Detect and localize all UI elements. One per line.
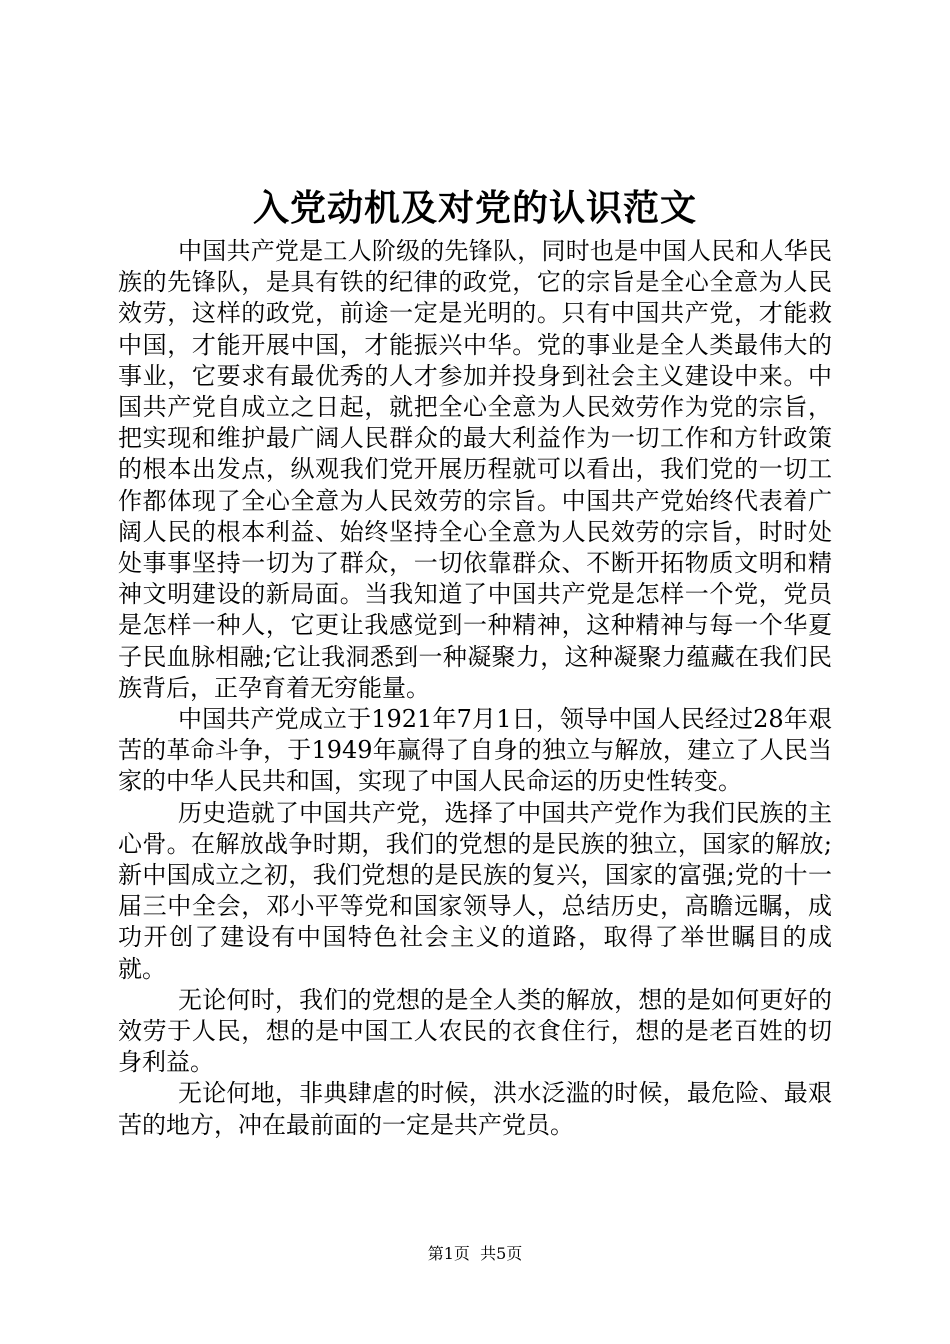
document-body	[118, 236, 832, 1141]
paragraph-5: 无论何地，非典肆虐的时候，洪水泛滥的时候，最危险、最艰苦的地方，冲在最前面的一定是共产党员。	[118, 1079, 832, 1139]
paragraph-2: 中国共产党成立于1921年7月1日，领导中国人民经过28年艰苦的革命斗争，于1949年赢得了自身的独立与解放，建立了人民当家的中华人民共和国，实现了中国人民命运的历史性转变。	[118, 705, 832, 796]
page-number-label: 第1页 共5页	[427, 1244, 523, 1263]
paragraph-3: 历史造就了中国共产党，选择了中国共产党作为我们民族的主心骨。在解放战争时期，我们的党想的是民族的独立，国家的解放;新中国成立之初，我们党想的是民族的复兴，国家的富强;党的十一届三中全会，邓小平等党和国家领导人，总结历史，高瞻远瞩，成功开创了建设有中国特色社会主义的道路，取得了举世瞩目的成就。	[118, 798, 832, 983]
page-footer	[0, 1243, 950, 1265]
document-title: 入党动机及对党的认识范文	[252, 187, 697, 229]
paragraph-4: 无论何时，我们的党想的是全人类的解放，想的是如何更好的效劳于人民，想的是中国工人农民的衣食住行，想的是老百姓的切身利益。	[118, 985, 832, 1077]
paragraph-1: 中国共产党是工人阶级的先锋队，同时也是中国人民和人华民族的先锋队，是具有铁的纪律的政党，它的宗旨是全心全意为人民效劳，这样的政党，前途一定是光明的。只有中国共产党，才能救中国，才能开展中国，才能振兴中华。党的事业是全人类最伟大的事业，它要求有最优秀的人才参加并投身到社会主义建设中来。中国共产党自成立之日起，就把全心全意为人民效劳作为党的宗旨，把实现和维护最广阔人民群众的最大利益作为一切工作和方针政策的根本出发点，纵观我们党开展历程就可以看出，我们党的一切工作都体现了全心全意为人民效劳的宗旨。中国共产党始终代表着广阔人民的根本利益、始终坚持全心全意为人民效劳的宗旨，时时处处事事坚持一切为了群众，一切依靠群众、不断开拓物质文明和精神文明建设的新局面。当我知道了中国共产党是怎样一个党，党员是怎样一种人，它更让我感觉到一种精神，这种精神与每一个华夏子民血脉相融;它让我洞悉到一种凝聚力，这种凝聚力蕴藏在我们民族背后，正孕育着无穷能量。	[118, 237, 832, 702]
